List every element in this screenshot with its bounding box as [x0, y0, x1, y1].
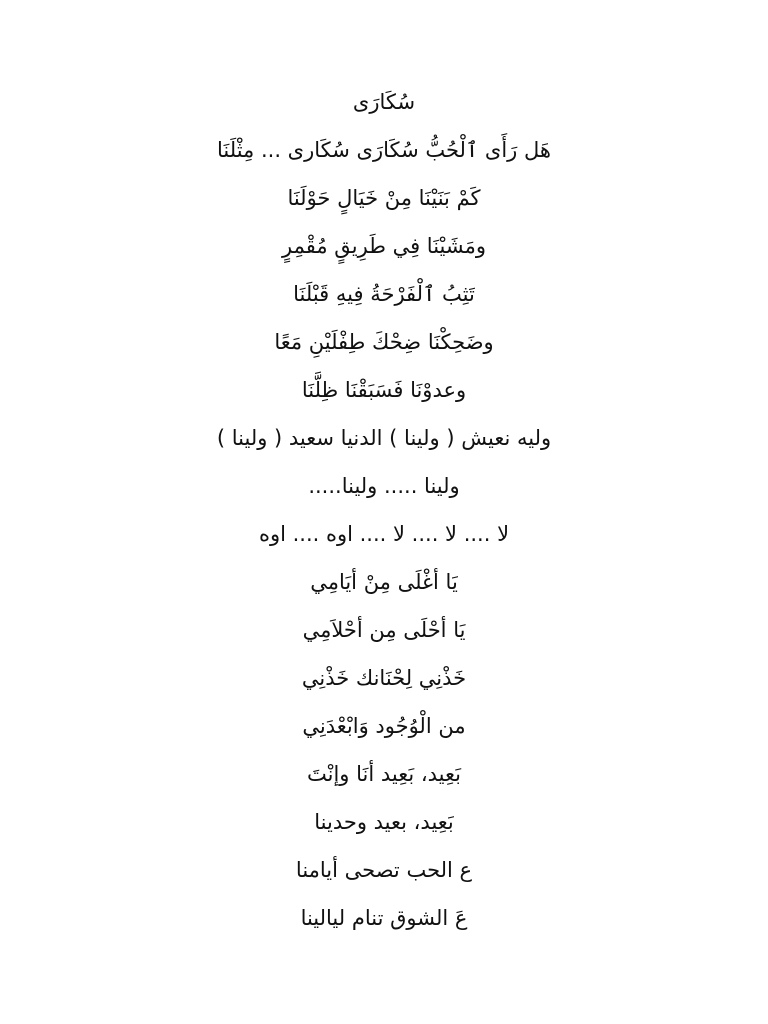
poem-line: ومَشَيْنَا فِي طَرِيقٍ مُقْمِرٍ	[281, 234, 487, 258]
poem-line: يَا أغْلَى مِنْ أيَامِي	[310, 570, 458, 594]
poem-line: يَا أحْلَى مِن أحْلاَمِي	[302, 618, 466, 642]
poem-line: وعدوْنَا فَسَبَقْنَا ظِلَّنَا	[301, 378, 467, 402]
poem-line: هَل رَأَى ٱلْحُبُّ سُكَارَى سُكَارى ... مِثْلَنَا	[217, 138, 551, 162]
poem-line: وليه نعيش ( ولينا ) الدنيا سعيد ( ولينا )	[216, 426, 552, 450]
poem-line: بَعِيد، بعيد وحدينا	[314, 810, 454, 834]
poem-line: ولينا ..... ولينا.....	[308, 474, 460, 498]
poem-line: ع الحب تصحى أيامنا	[295, 858, 473, 882]
poem-line: كَمْ بَنَيْنَا مِنْ خَيَالٍ حَوْلَنَا	[287, 186, 481, 210]
poem-line: بَعِيد، بَعِيد أنَا وإنْتَ	[307, 762, 461, 786]
poem-line: تَثِبُ ٱلْفَرْحَةُ فِيهِ قَبْلَنَا	[293, 282, 475, 306]
poem-line: خَذْنِي لِحْنَانك خَذْنِي	[301, 666, 467, 690]
poem-line: من الْوُجُود وَابْعْدَنِي	[302, 714, 466, 738]
poem-line: وضَحِكْنَا ضِحْكَ طِفْلَيْنِ مَعًا	[274, 330, 494, 354]
poem-lines	[0, 82, 768, 946]
poem-title: سُكَارَى	[352, 90, 416, 114]
poem-line: عَ الشوق تنام ليالينا	[300, 906, 468, 930]
poem-line: لا .... لا .... لا .... اوه .... اوه	[258, 522, 510, 546]
